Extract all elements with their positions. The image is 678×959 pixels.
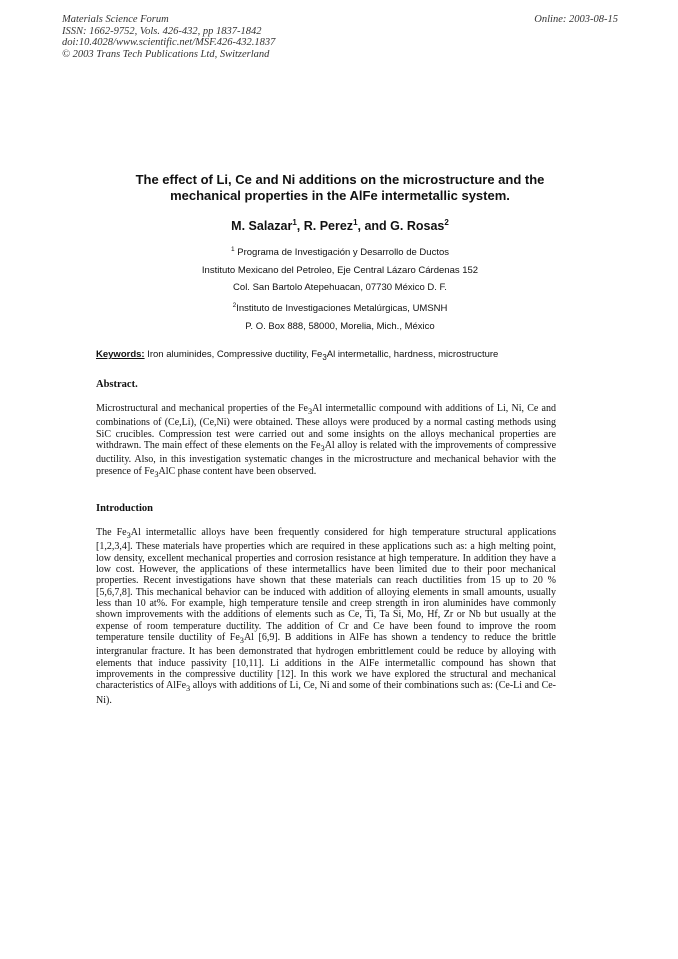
copyright-line: © 2003 Trans Tech Publications Ltd, Switzerland — [62, 48, 270, 60]
title-line-2: mechanical properties in the AlFe intermetallic system. — [170, 188, 510, 203]
keywords-line — [96, 349, 616, 362]
author-name: R. Perez — [303, 219, 354, 234]
paper-title — [70, 172, 610, 204]
affiliation-block — [70, 241, 610, 335]
subscript: 3 — [186, 684, 191, 694]
abstract-paragraph: Microstructural and mechanical properties of the $Fe_3Al$ intermetallic compound with additions of Li, Ni, Ce and combinations of (Ce,Li), (Ce,Ni) were obtained. These alloys were produced by a normal casting methods using SiC crucibles. Compression test were carried out and some insights on the alloys mechanical properties are withdrawn. The main effect of these elements on the $Fe_3Al$ alloy is related with the improvements of compressive ductility. Also, in this investigation systematic changes in the microstructure and mechanical behavior with the presence of $Fe_3AlC$ phase content have been observed. — [96, 403, 557, 479]
affiliation-marker: 1 — [292, 218, 297, 227]
subscript: 3 — [322, 352, 327, 362]
affiliation-marker: 1 — [230, 246, 235, 253]
author-separator: , and — [357, 219, 391, 234]
online-date: Online: 2003-08-15 — [534, 14, 618, 25]
author-name: G. Rosas — [390, 219, 445, 234]
introduction-paragraph: The $Fe_3Al$ intermetallic alloys have been frequently considered for high temperature structural applications [1,2,3,4]. These materials have properties which are required in these applications such as: a high melting point, low density, excellent mechanical properties and corrosion resistance at high temperature. In addition they have a low cost. However, the applications of these intermetallics have been limited due to their poor mechanical properties. Recent investigations have shown that these materials can reach ductilities from 15 up to 20 % [5,6,7,8]. This mechanical behavior can be induced with addition of alloying elements in small amounts, usually less than 10 at%. For example, high temperature tensile and creep strength in iron aluminides have commonly shown improvements with the additions of elements such as Ce, Ti, Ta Si, Mo, Hf, Zr or Nb but usually at the expense of room temperature ductility. The addition of Cr and Ce have been found to improve the room temperature tensile ductility of $Fe_3Al$ [6,9]. B additions in AlFe has shown a tendency to reduce the brittle intergranular fracture. It has been demonstrated that hydrogen embrittlement could be reduce by alloying with elements that induce passivity [10,11]. Li additions in the AlFe intermetallic compound has shown that improvements in the compressive ductility [12]. In this work we have explored the structural and mechanical characteristics of AlFe$_3$ alloys with additions of Li, Ce, Ni and some of their combinations such as: (Ce-Li and Ce-Ni). — [96, 527, 557, 706]
affiliation-marker: 2 — [444, 218, 449, 227]
keywords-text: Iron aluminides, Compressive ductility, Fe — [144, 349, 323, 360]
affiliation-line: Col. San Bartolo Atepehuacan, 07730 México D. F. — [233, 282, 447, 294]
title-line-1: The effect of Li, Ce and Ni additions on the microstructure and the — [135, 172, 545, 187]
affiliation-line: P. O. Box 888, 58000, Morelia, Mich., México — [245, 320, 435, 332]
introduction-heading: Introduction — [96, 503, 153, 514]
author-list — [70, 218, 610, 233]
keywords-text: Al intermetallic, hardness, microstructure — [326, 349, 499, 360]
affiliation-line: Instituto Mexicano del Petroleo, Eje Central Lázaro Cárdenas 152 — [201, 264, 479, 276]
keywords-label: Keywords: — [96, 349, 145, 360]
abstract-heading: Abstract. — [96, 379, 138, 390]
subscript: 3 — [126, 531, 131, 540]
issn-line: ISSN: 1662-9752, Vols. 426-432, pp 1837-1842 — [62, 25, 262, 37]
affiliation-marker: 1 — [353, 218, 358, 227]
author-name: M. Salazar — [231, 219, 293, 234]
subscript: 3 — [154, 469, 159, 479]
doi-line[interactable]: doi:10.4028/www.scientific.net/MSF.426-432.1837 — [62, 37, 276, 48]
affiliation-line: $^1$ Programa de Investigación y Desarrollo de Ductos — [230, 246, 449, 259]
journal-name: Materials Science Forum — [62, 14, 169, 25]
author-separator: , — [296, 219, 304, 234]
affiliation-marker: 2 — [232, 301, 237, 309]
journal-header — [62, 14, 618, 60]
affiliation-line: $^2$Instituto de Investigaciones Metalúrgicas, UMSNH — [232, 301, 448, 315]
subscript: 3 — [320, 444, 325, 454]
subscript: 3 — [307, 407, 313, 416]
subscript: 3 — [239, 636, 244, 646]
